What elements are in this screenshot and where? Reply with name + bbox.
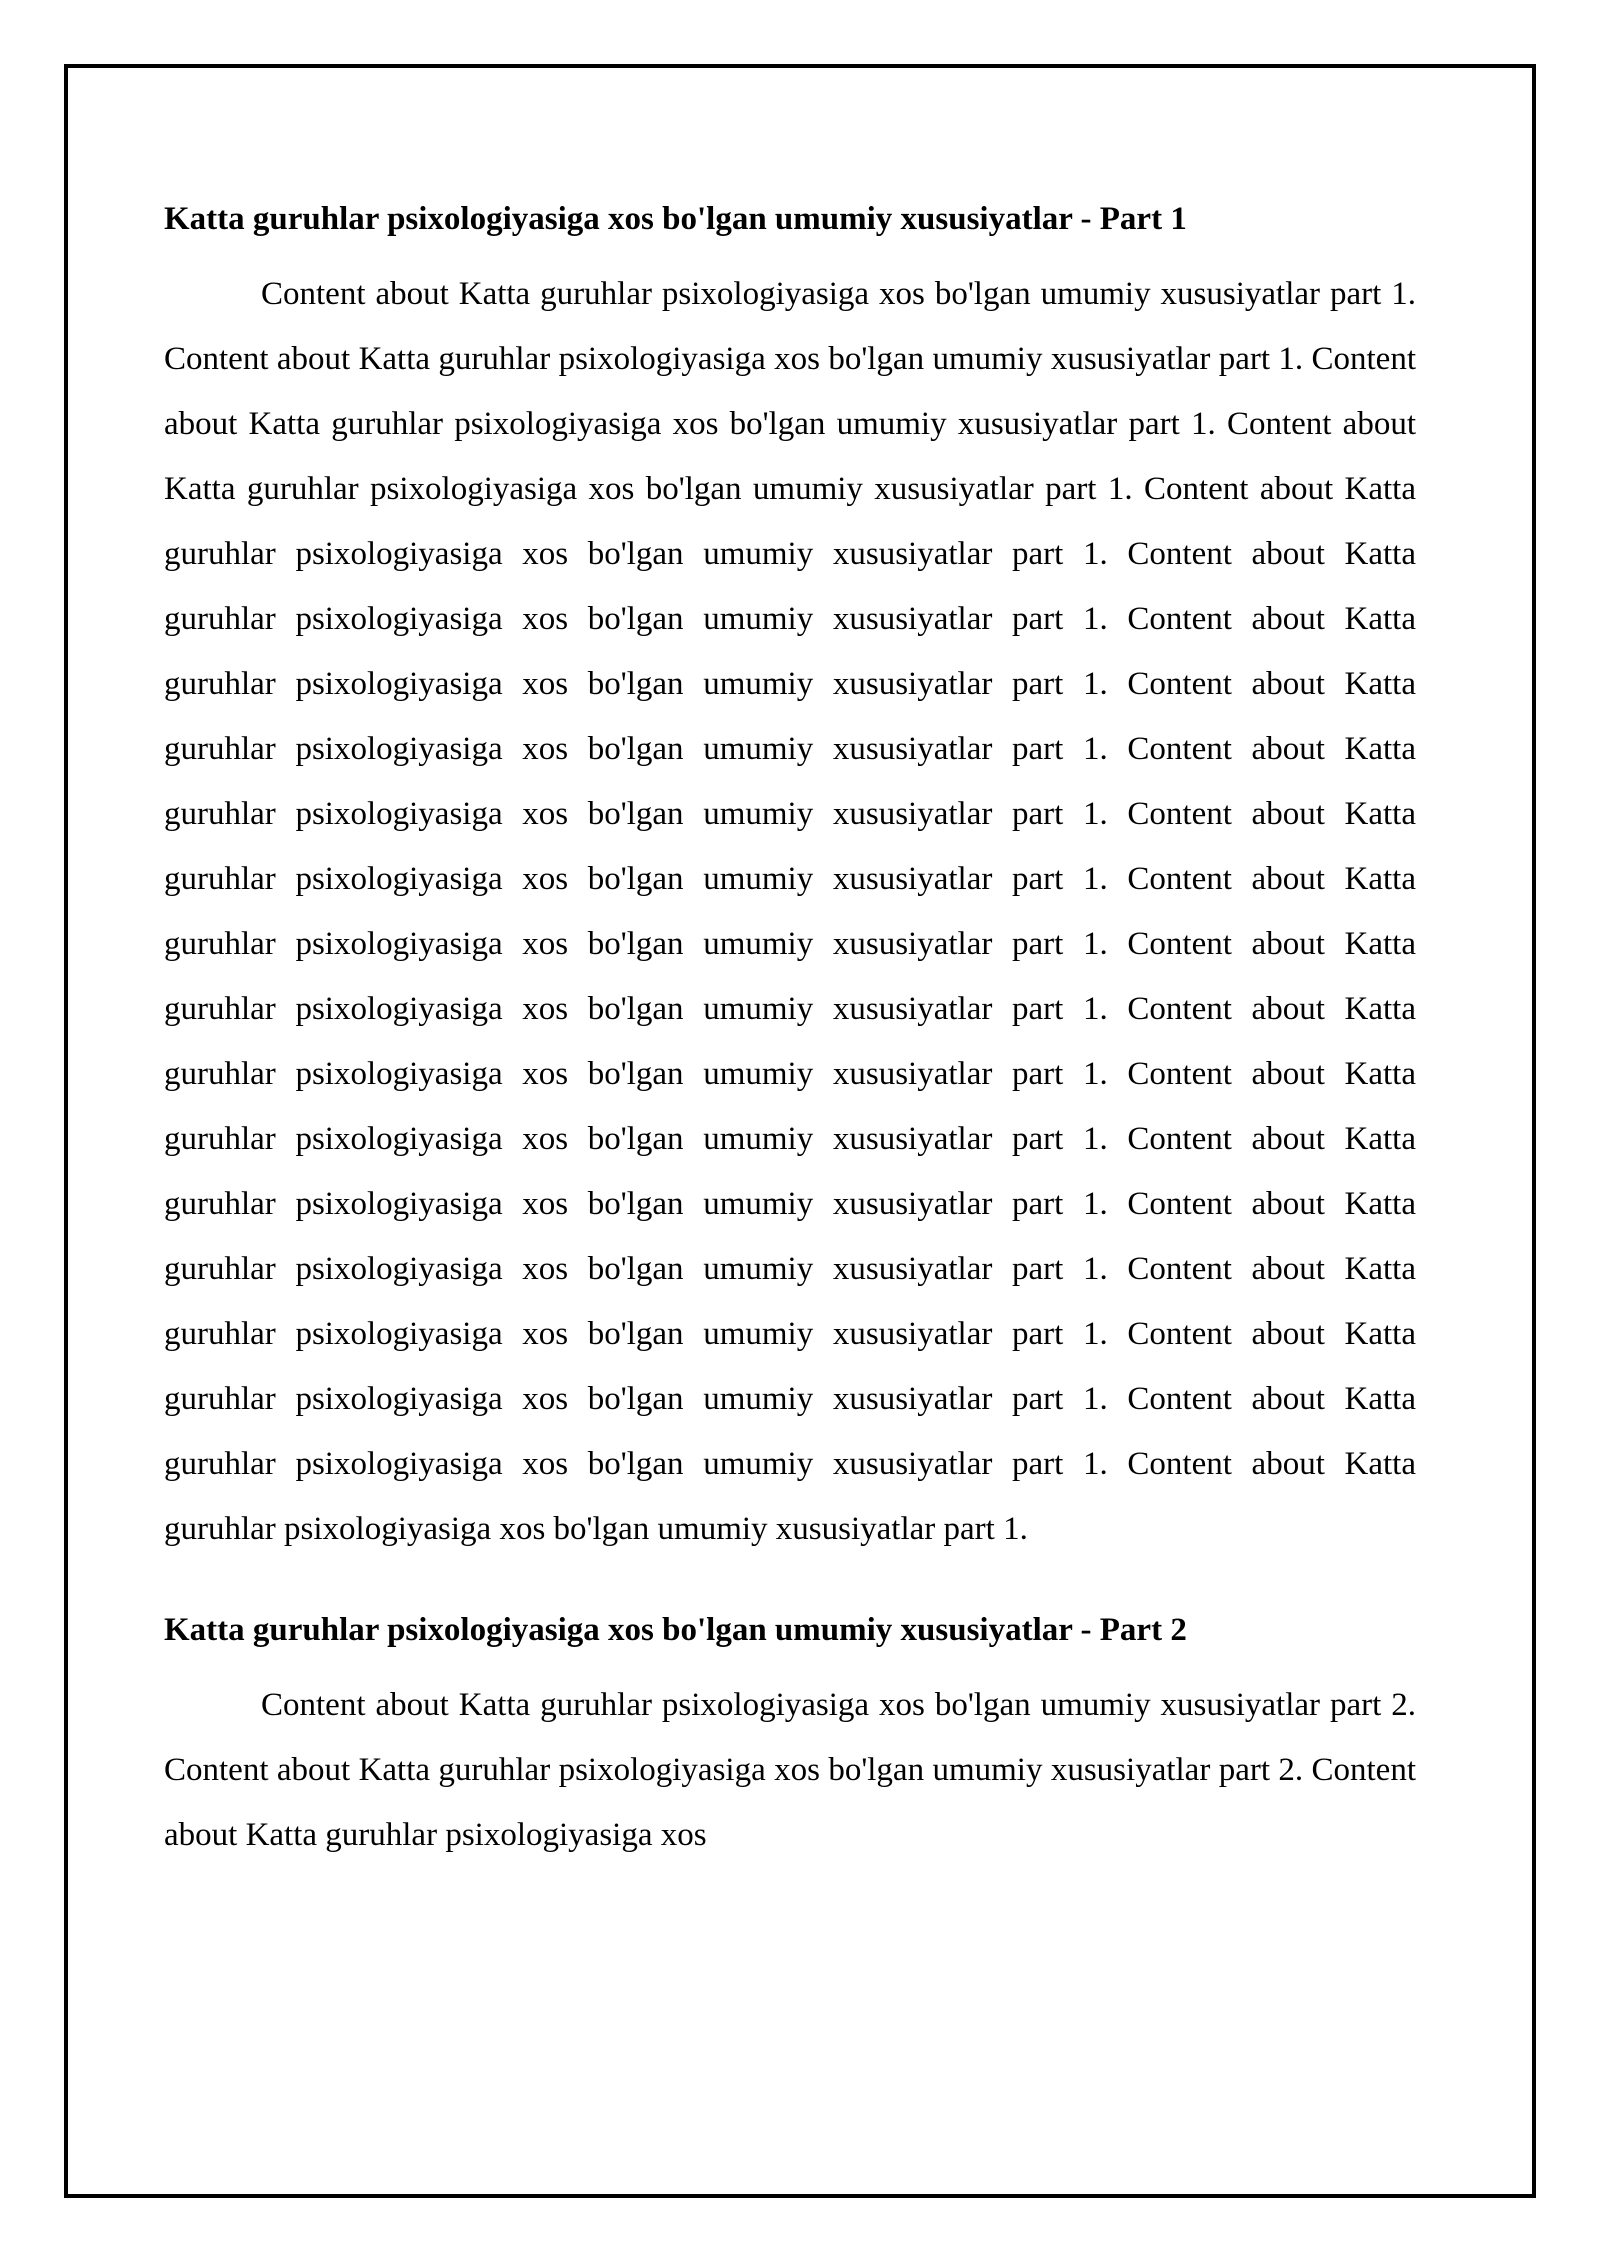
section-part-1 bbox=[164, 194, 1416, 1562]
document-content bbox=[164, 194, 1416, 1868]
section-paragraph: Content about Katta guruhlar psixologiyasiga xos bo'lgan umumiy xususiyatlar part 1. Content about Katta guruhlar psixologiyasiga xos bo'lgan umumiy xususiyatlar part 1. Content about Katta guruhlar psixologiyasiga xos bo'lgan umumiy xususiyatlar part 1. Content about Katta guruhlar psixologiyasiga xos bo'lgan umumiy xususiyatlar part 1. Content about Katta guruhlar psixologiyasiga xos bo'lgan umumiy xususiyatlar part 1. Content about Katta guruhlar psixologiyasiga xos bo'lgan umumiy xususiyatlar part 1. Content about Katta guruhlar psixologiyasiga xos bo'lgan umumiy xususiyatlar part 1. Content about Katta guruhlar psixologiyasiga xos bo'lgan umumiy xususiyatlar part 1. Content about Katta guruhlar psixologiyasiga xos bo'lgan umumiy xususiyatlar part 1. Content about Katta guruhlar psixologiyasiga xos bo'lgan umumiy xususiyatlar part 1. Content about Katta guruhlar psixologiyasiga xos bo'lgan umumiy xususiyatlar part 1. Content about Katta guruhlar psixologiyasiga xos bo'lgan umumiy xususiyatlar part 1. Content about Katta guruhlar psixologiyasiga xos bo'lgan umumiy xususiyatlar part 1. Content about Katta guruhlar psixologiyasiga xos bo'lgan umumiy xususiyatlar part 1. Content about Katta guruhlar psixologiyasiga xos bo'lgan umumiy xususiyatlar part 1. Content about Katta guruhlar psixologiyasiga xos bo'lgan umumiy xususiyatlar part 1. Content about Katta guruhlar psixologiyasiga xos bo'lgan umumiy xususiyatlar part 1. Content about Katta guruhlar psixologiyasiga xos bo'lgan umumiy xususiyatlar part 1. Content about Katta guruhlar psixologiyasiga xos bo'lgan umumiy xususiyatlar part 1. Content about Katta guruhlar psixologiyasiga xos bo'lgan umumiy xususiyatlar part 1. bbox=[164, 276, 1416, 1547]
section-heading: Katta guruhlar psixologiyasiga xos bo'lgan umumiy xususiyatlar - Part 2 bbox=[164, 1612, 1187, 1648]
section-heading: Katta guruhlar psixologiyasiga xos bo'lgan umumiy xususiyatlar - Part 1 bbox=[164, 201, 1187, 237]
section-part-2 bbox=[164, 1605, 1416, 1868]
section-paragraph: Content about Katta guruhlar psixologiyasiga xos bo'lgan umumiy xususiyatlar part 2. Content about Katta guruhlar psixologiyasiga xos bo'lgan umumiy xususiyatlar part 2. Content about Katta guruhlar psixologiyasiga xos bbox=[164, 1687, 1416, 1853]
